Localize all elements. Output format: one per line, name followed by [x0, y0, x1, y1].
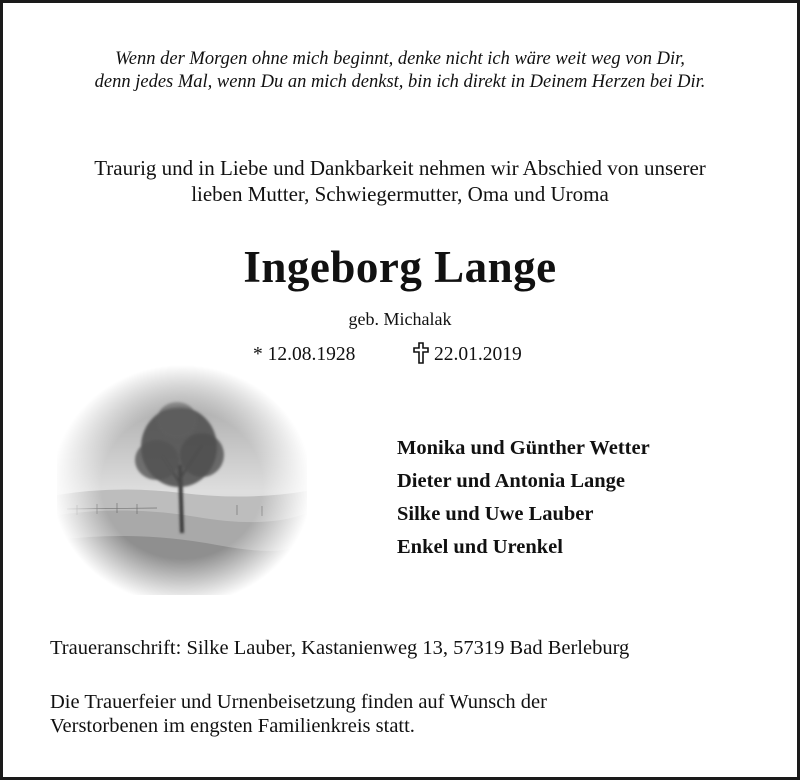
cross-icon [412, 342, 430, 364]
survivor-4: Enkel und Urenkel [397, 536, 563, 558]
survivors-list [397, 432, 650, 564]
notice-line-2: Verstorbenen im engsten Familienkreis statt. [50, 715, 415, 737]
funeral-notice [50, 690, 547, 738]
death-date-group [412, 342, 522, 368]
notice-line-1: Die Trauerfeier und Urnenbeisetzung finden auf Wunsch der [50, 691, 547, 713]
survivor-3: Silke und Uwe Lauber [397, 503, 594, 525]
motto-quote [0, 48, 800, 94]
maiden-name: geb. Michalak [348, 309, 452, 329]
survivor-2: Dieter und Antonia Lange [397, 470, 626, 492]
intro-text [0, 155, 800, 207]
tree-landscape-image [57, 365, 307, 595]
death-date: 22.01.2019 [434, 344, 522, 365]
survivor-1: Monika und Günther Wetter [397, 437, 650, 459]
motto-line-2: denn jedes Mal, wenn Du an mich denkst, bin ich direkt in Deinem Herzen bei Dir. [94, 72, 706, 92]
deceased-name: Ingeborg Lange [243, 242, 557, 292]
motto-line-1: Wenn der Morgen ohne mich beginnt, denke nicht ich wäre weit weg von Dir, [115, 49, 685, 69]
intro-line-1: Traurig und in Liebe und Dankbarkeit nehmen wir Abschied von unserer [94, 156, 706, 180]
mourning-address: Traueranschrift: Silke Lauber, Kastanienweg 13, 57319 Bad Berleburg [50, 637, 630, 659]
intro-line-2: lieben Mutter, Schwiegermutter, Oma und Uroma [191, 182, 609, 206]
birth-date: * 12.08.1928 [253, 344, 356, 365]
